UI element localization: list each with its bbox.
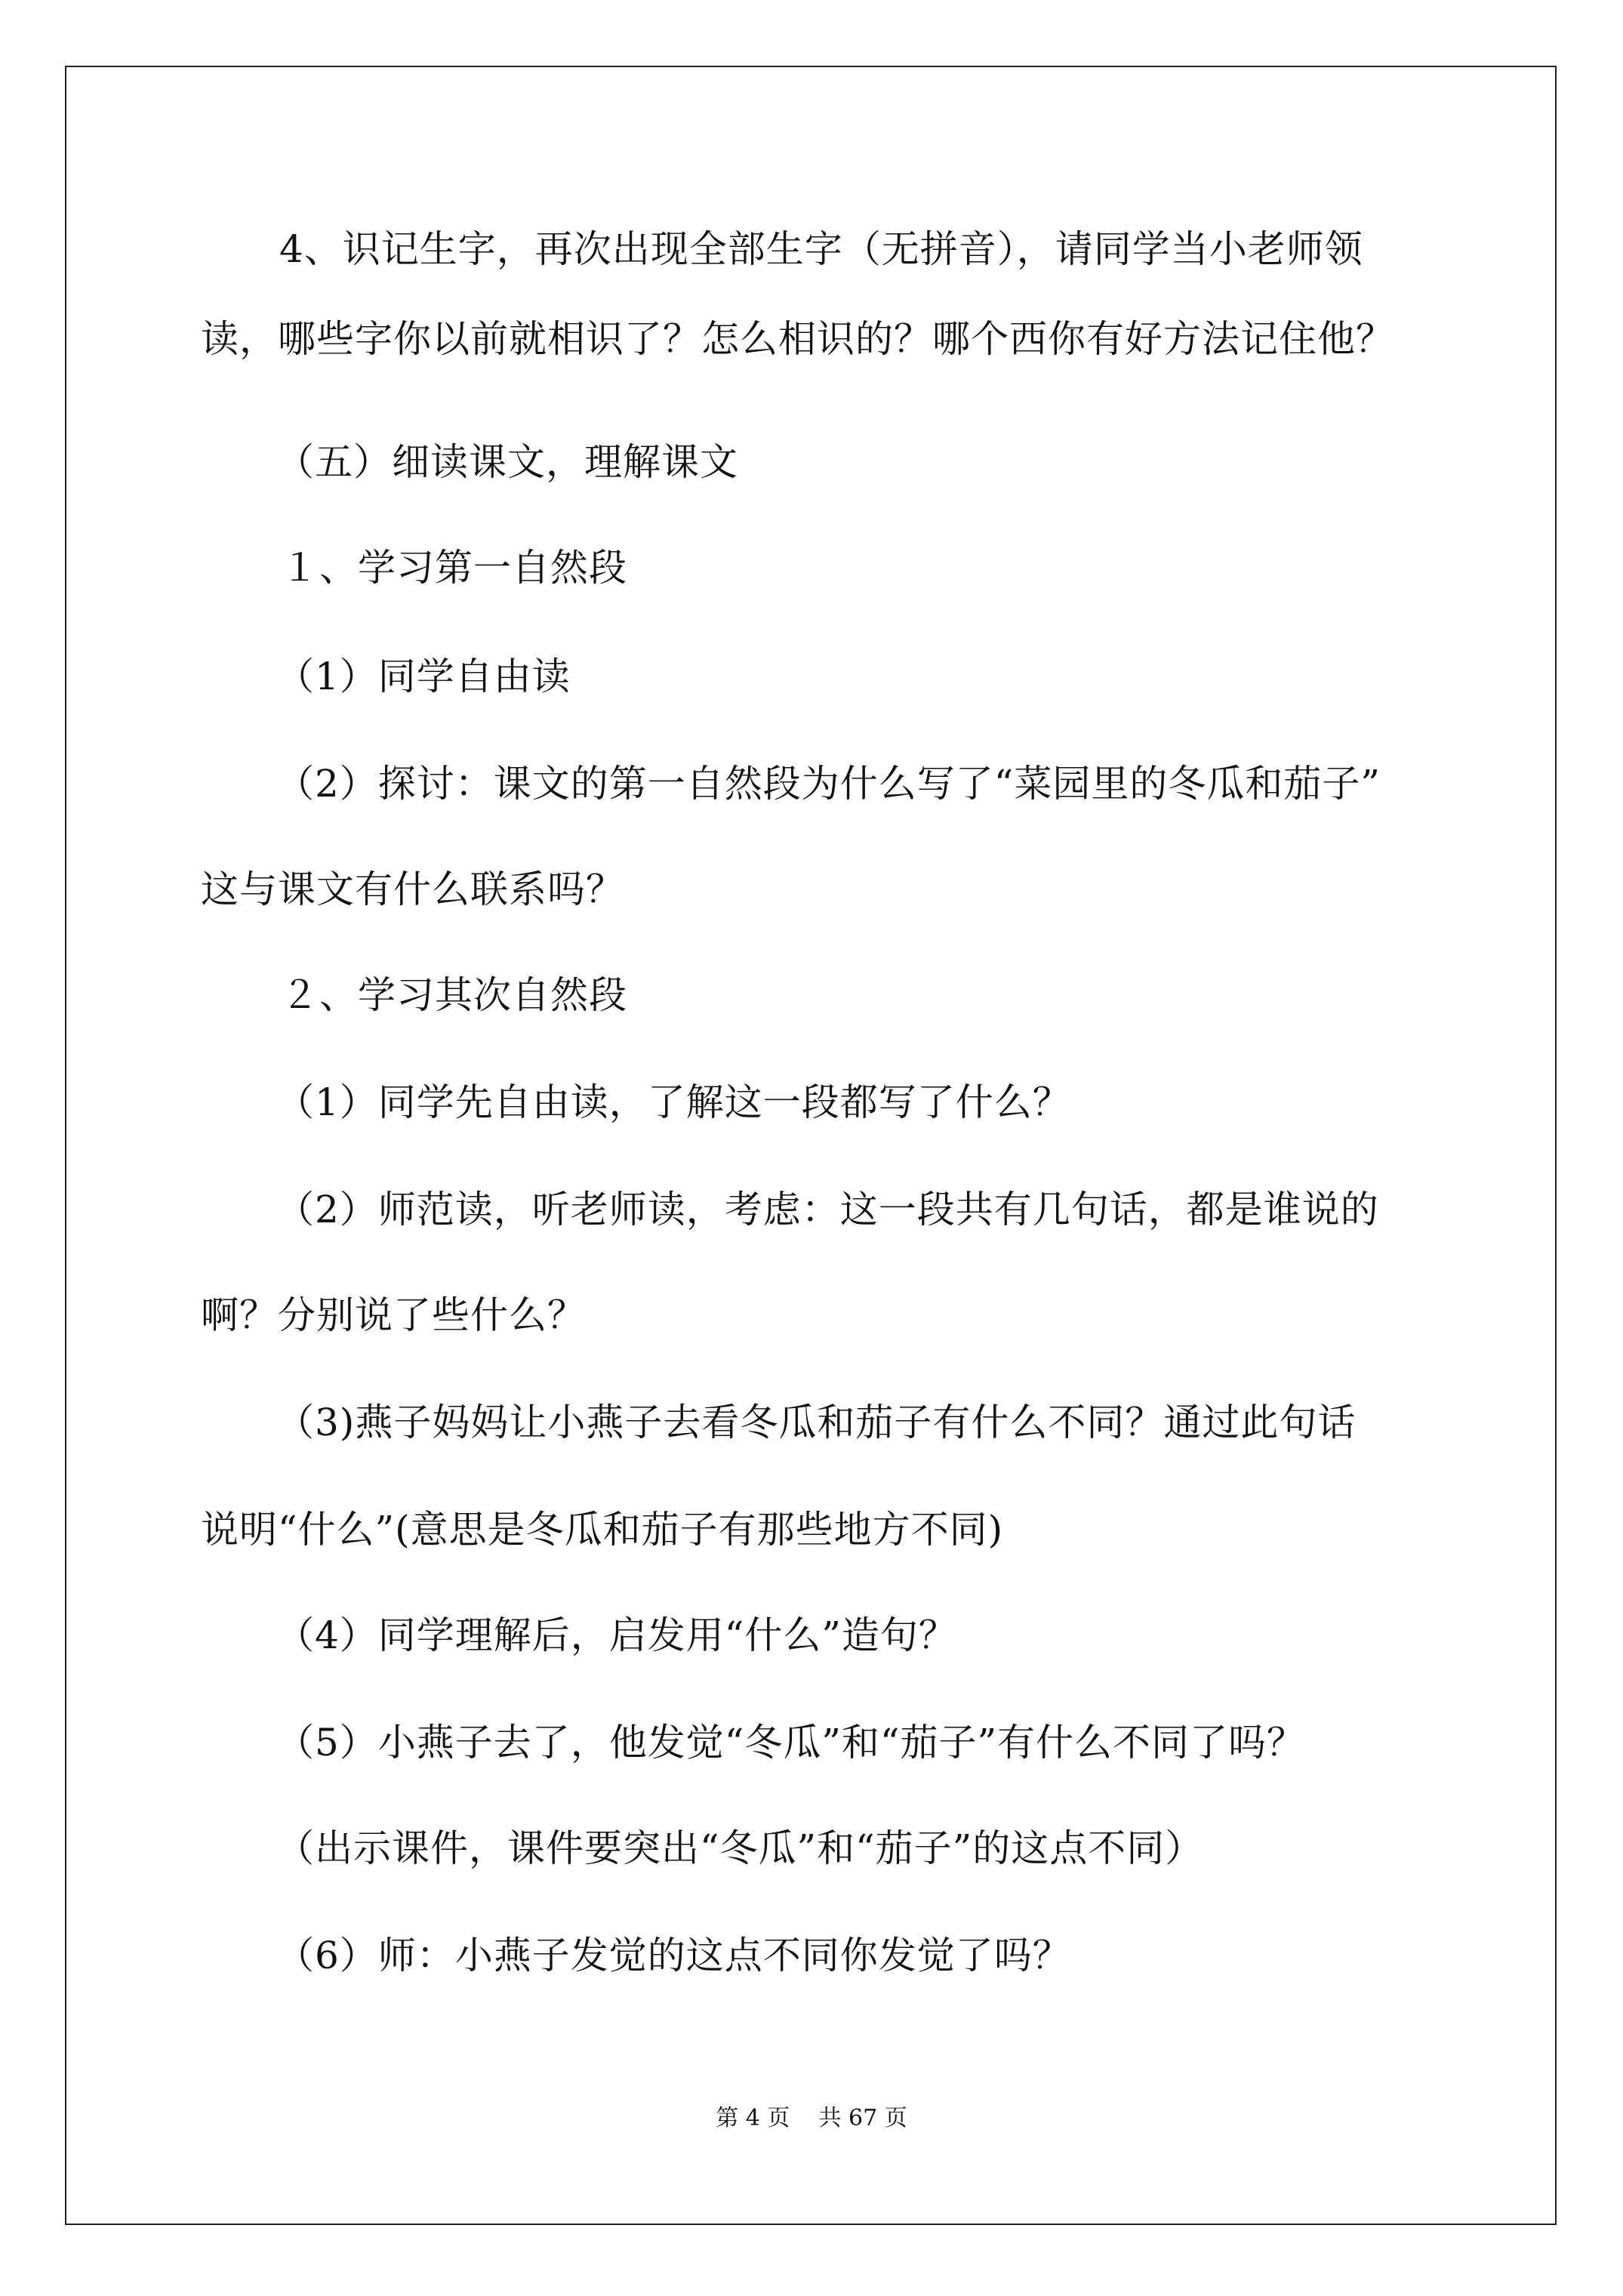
section-heading-5: （五）细读课文，理解课文 <box>276 440 738 484</box>
page-border <box>65 66 1557 2225</box>
paragraph-line-12: （3)燕子妈妈让小燕子去看冬瓜和茄子有什么不同？通过此句话 <box>276 1401 1357 1444</box>
paragraph-line-7: 这与课文有什么联系吗？ <box>201 868 624 911</box>
paragraph-line-15: （5）小燕子去了，他发觉“冬瓜”和“茄子”有什么不同了吗？ <box>276 1721 1306 1764</box>
paragraph-line-17: （6）师：小燕子发觉的这点不同你发觉了吗？ <box>276 1934 1071 1977</box>
paragraph-line-13: 说明“什么”(意思是冬瓜和茄子有那些地方不同) <box>201 1508 1004 1552</box>
subheading-paragraph-1: １、学习第一自然段 <box>281 546 627 590</box>
page-number-footer: 第 4 页 共 67 页 <box>716 2105 907 2131</box>
subheading-paragraph-2: ２、学习其次自然段 <box>281 973 627 1017</box>
paragraph-line-2: 读，哪些字你以前就相识了？怎么相识的？哪个西你有好方法记住他？ <box>201 317 1394 361</box>
paragraph-line-6: （2）探讨：课文的第一自然段为什么写了“菜园里的冬瓜和茄子” <box>276 762 1381 806</box>
paragraph-line-5: （1）同学自由读 <box>276 655 571 698</box>
paragraph-line-1: 4、识记生字，再次出现全部生字（无拼音），请同学当小老师领 <box>279 227 1363 271</box>
paragraph-line-10: （2）师范读，听老师读，考虑：这一段共有几句话，都是谁说的 <box>276 1188 1379 1231</box>
paragraph-line-9: （1）同学先自由读，了解这一段都写了什么？ <box>276 1080 1071 1124</box>
paragraph-line-16: （出示课件，课件要突出“冬瓜”和“茄子”的这点不同） <box>276 1826 1204 1870</box>
paragraph-line-14: （4）同学理解后，启发用“什么”造句？ <box>276 1613 957 1657</box>
paragraph-line-11: 啊？分别说了些什么？ <box>201 1293 586 1337</box>
